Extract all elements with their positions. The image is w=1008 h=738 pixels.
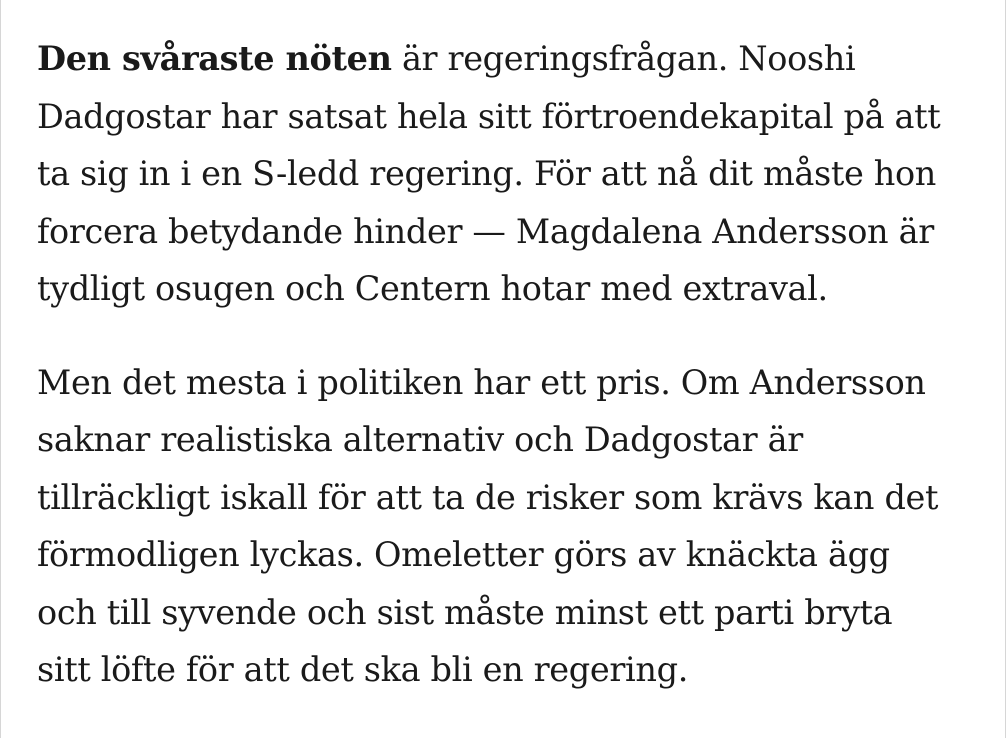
paragraph-line: förmodligen lyckas. Omeletter görs av knäckta ägg bbox=[37, 535, 890, 574]
paragraph-line: sitt löfte för att det ska bli en regering. bbox=[37, 650, 688, 689]
paragraph-line: tydligt osugen och Centern hotar med extraval. bbox=[37, 269, 828, 308]
line-text: är regeringsfrågan. Nooshi bbox=[391, 39, 856, 78]
article-body bbox=[37, 30, 987, 735]
lead-in: Den svåraste nöten bbox=[37, 39, 392, 78]
paragraph-line: Men det mesta i politiken har ett pris. Om Andersson bbox=[37, 362, 926, 402]
paragraph-2 bbox=[37, 354, 987, 699]
paragraph-line: ta sig in i en S-ledd regering. För att nå dit måste hon bbox=[37, 154, 937, 193]
paragraph-line: saknar realistiska alternativ och Dadgostar är bbox=[37, 420, 803, 459]
paragraph-line: och till syvende och sist måste minst ett parti bryta bbox=[37, 592, 893, 632]
paragraph-line: forcera betydande hinder — Magdalena Andersson är bbox=[37, 211, 934, 251]
paragraph-line: Dadgostar har satsat hela sitt förtroendekapital på att bbox=[37, 96, 941, 136]
paragraph-line bbox=[37, 30, 987, 88]
paragraph-1 bbox=[37, 30, 987, 318]
paragraph-line: tillräckligt iskall för att ta de risker som krävs kan det bbox=[37, 477, 939, 517]
